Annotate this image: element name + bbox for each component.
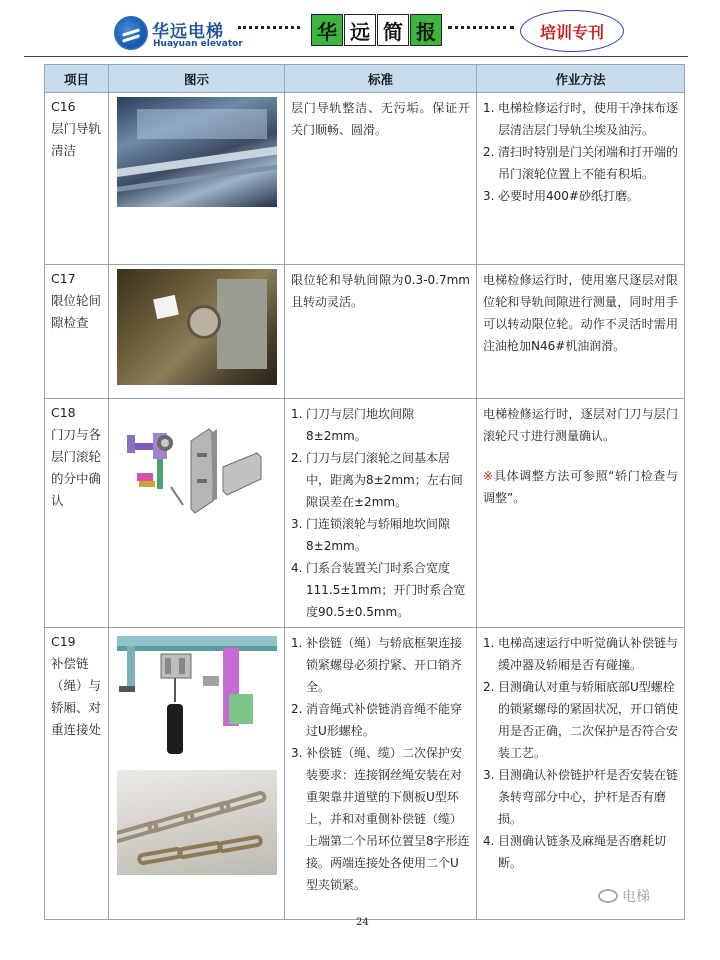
chain-photo — [117, 770, 277, 875]
watermark — [598, 886, 650, 906]
item-name: 层门导轨清洁 — [51, 121, 102, 158]
page-number: 24 — [356, 917, 369, 928]
table-row — [45, 265, 685, 399]
list-item: 4. 门系合装置关门时系合宽度111.5±1mm；开门时系合宽度90.5±0.5mm。 — [291, 561, 466, 619]
item-id: C16 — [51, 99, 76, 114]
list-item: 1. 门刀与层门地坎间隙8±2mm。 — [291, 407, 415, 443]
method-cell: 电梯检修运行时，使用塞尺逐层对限位轮和导轨间隙进行测量，同时用手可以转动限位轮。动作不灵活时需用注油枪加N46#机油润滑。 — [477, 265, 685, 399]
watermark-text: 电梯 — [622, 889, 650, 905]
door-rail-photo — [117, 97, 277, 207]
list-item: 3. 必要时用400#砂纸打磨。 — [483, 189, 639, 203]
item-id: C18 — [51, 405, 76, 420]
col-header-method: 作业方法 — [477, 65, 685, 93]
item-id: C19 — [51, 634, 76, 649]
list-item: 4. 目测确认链条及麻绳是否磨耗切断。 — [483, 834, 667, 870]
item-name: 限位轮间隙检查 — [51, 293, 102, 330]
item-cell — [45, 628, 109, 920]
illustration-cell — [109, 93, 285, 265]
table-row — [45, 628, 685, 920]
header-dotted-divider-right — [448, 26, 514, 29]
item-cell — [45, 93, 109, 265]
header-rule — [24, 56, 688, 57]
brief-char-2: 远 — [344, 14, 376, 46]
door-knife-diagram — [117, 409, 277, 529]
illustration-cell — [109, 265, 285, 399]
limit-wheel-photo — [117, 269, 277, 385]
illustration-cell — [109, 628, 285, 920]
item-name: 补偿链（绳）与轿厢、对重连接处 — [51, 656, 102, 737]
page-header — [0, 0, 720, 56]
logo-cn-text: 华远电梯 — [152, 22, 224, 42]
note-mark-icon: ※ — [483, 469, 494, 483]
col-header-item: 项目 — [45, 65, 109, 93]
standard-cell: 层门导轨整洁、无污垢。保证开关门顺畅、圆滑。 — [285, 93, 477, 265]
compensation-chain-diagram — [117, 632, 277, 762]
list-item: 1. 补偿链（绳）与轿底框架连接锁紧螺母必须拧紧、开口销齐全。 — [291, 636, 463, 694]
item-name: 门刀与各层门滚轮的分中确认 — [51, 427, 102, 508]
header-dotted-divider-left — [238, 26, 300, 29]
list-item: 1. 电梯高速运行中听觉确认补偿链与缓冲器及轿厢是否有碰撞。 — [483, 636, 679, 672]
brief-char-4: 报 — [410, 14, 442, 46]
standard-cell — [285, 399, 477, 628]
method-text: 电梯检修运行时，逐层对门刀与层门滚轮尺寸进行测量确认。 — [483, 407, 678, 443]
logo-en-text: Huayuan elevator — [153, 39, 243, 49]
list-item: 2. 清扫时特别是门关闭端和打开端的吊门滚轮位置上不能有积垢。 — [483, 145, 679, 181]
list-item: 1. 电梯检修运行时，使用干净抹布逐层清洁层门导轨尘埃及油污。 — [483, 101, 679, 137]
col-header-illustration: 图示 — [109, 65, 285, 93]
illustration-cell — [109, 399, 285, 628]
method-cell — [477, 93, 685, 265]
brief-char-1: 华 — [311, 14, 343, 46]
special-issue-badge: 培训专刊 — [520, 10, 624, 52]
method-cell — [477, 399, 685, 628]
standard-cell — [285, 628, 477, 920]
item-id: C17 — [51, 271, 76, 286]
brief-char-3: 简 — [377, 14, 409, 46]
standard-cell: 限位轮和导轨间隙为0.3-0.7mm且转动灵活。 — [285, 265, 477, 399]
item-cell — [45, 399, 109, 628]
method-cell — [477, 628, 685, 920]
col-header-standard: 标准 — [285, 65, 477, 93]
chat-bubble-icon — [598, 889, 618, 903]
item-cell — [45, 265, 109, 399]
table-row — [45, 93, 685, 265]
list-item: 2. 消音绳式补偿链消音绳不能穿过U形螺栓。 — [291, 702, 463, 738]
table-header-row — [45, 65, 685, 93]
list-item: 3. 门连锁滚轮与轿厢地坎间隙8±2mm。 — [291, 517, 451, 553]
newsletter-title — [311, 14, 443, 50]
table-row — [45, 399, 685, 628]
company-logo — [114, 16, 243, 52]
method-note: ※具体调整方法可参照“轿门检查与调整”。 — [483, 469, 679, 505]
list-item: 2. 门刀与层门滚轮之间基本居中，距离为8±2mm；左右间隙误差在±2mm。 — [291, 451, 463, 509]
maintenance-table — [44, 64, 685, 920]
list-item: 3. 目测确认补偿链护杆是否安装在链条转弯部分中心，护杆是否有磨损。 — [483, 768, 679, 826]
list-item: 3. 补偿链（绳、缆）二次保护安装要求：连接钢丝绳安装在对重架靠井道壁的下侧板U型环上，并和对重侧补偿链（缆）上端第二个吊环位置呈8字形连接。两端连接处各使用二个U型夹锁紧。 — [291, 746, 470, 892]
list-item: 2. 目测确认对重与轿厢底部U型螺栓的锁紧螺母的紧固状况，开口销使用是否正确，二次保护是否符合安装工艺。 — [483, 680, 679, 760]
logo-emblem-icon — [114, 16, 148, 50]
